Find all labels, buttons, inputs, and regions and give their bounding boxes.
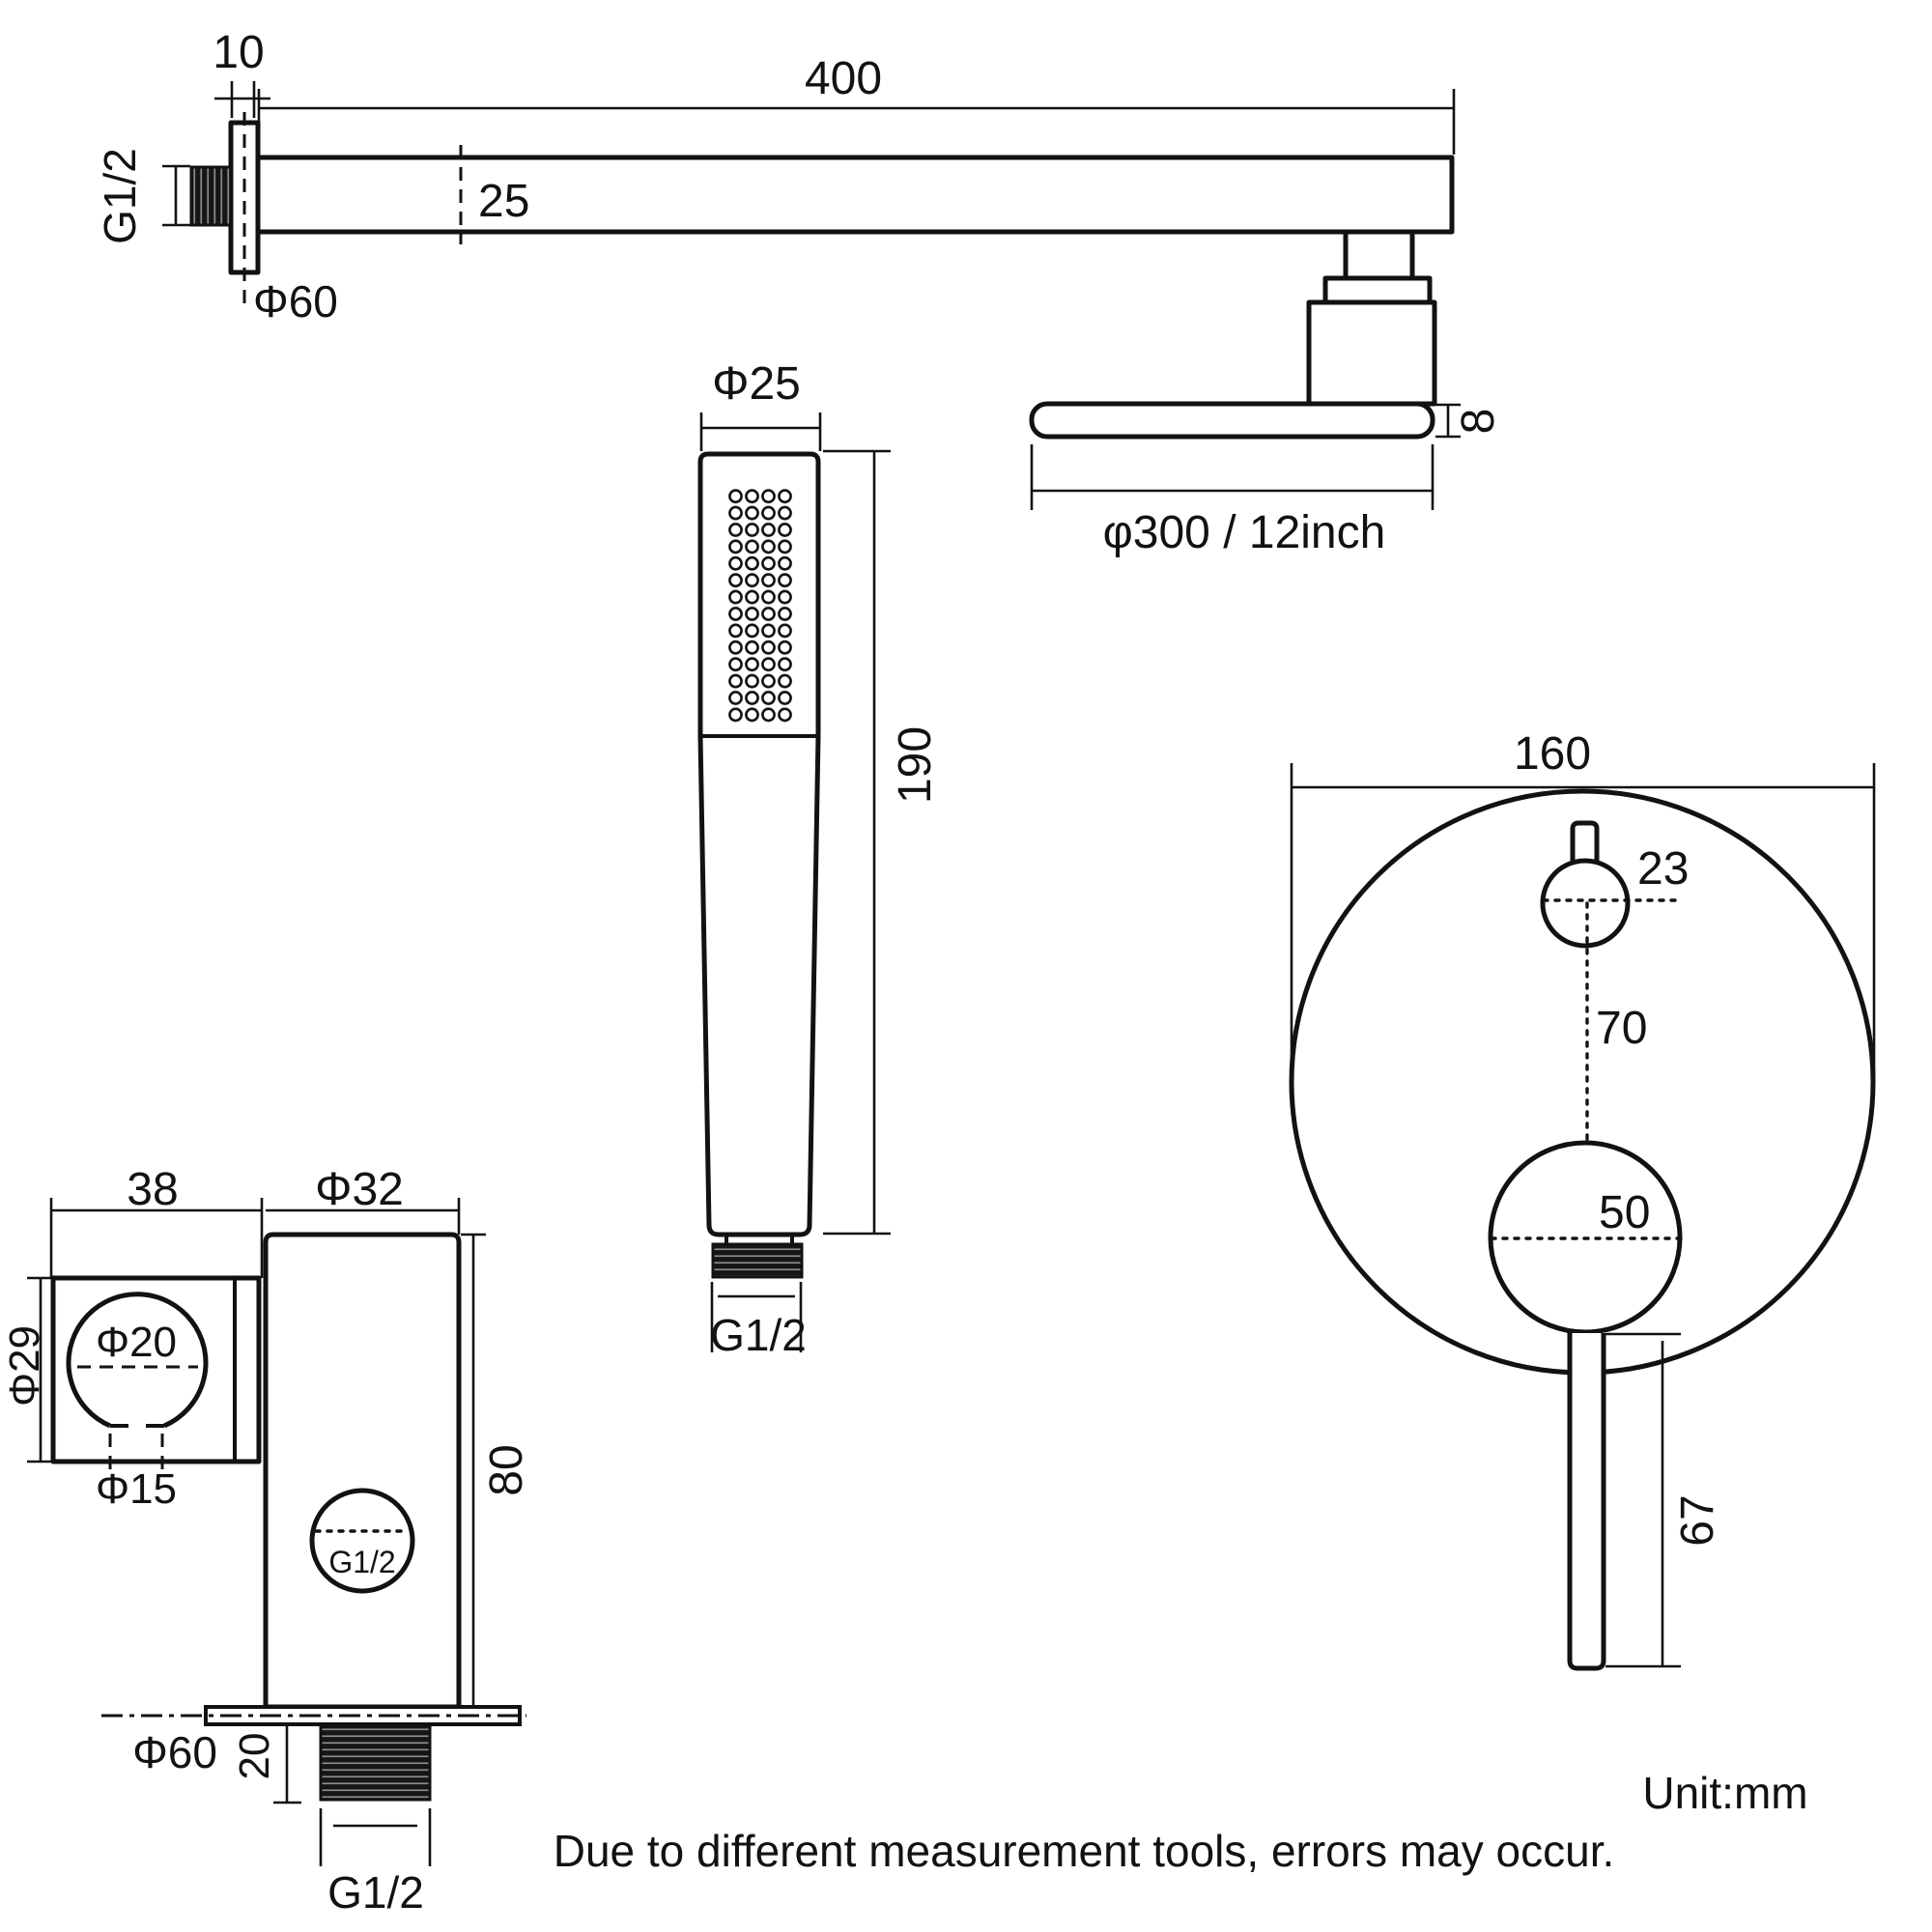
arm-length-label: 400 — [804, 53, 883, 104]
head-thickness-label: 8 — [1453, 408, 1504, 435]
hand-thread — [713, 1244, 802, 1277]
outlet-bracket-height-label: Φ29 — [1, 1324, 48, 1407]
head-disc — [1032, 404, 1433, 437]
valve-knob-stem — [1573, 823, 1597, 863]
head-neck — [1346, 232, 1412, 278]
outlet-gap-width-label: Φ15 — [95, 1465, 178, 1513]
shower-arm-view — [95, 27, 1454, 327]
shower-head-view — [1032, 232, 1504, 558]
arm-plate-thickness-label: 10 — [213, 27, 265, 78]
valve-lever — [1570, 1333, 1604, 1668]
valve-lever-length-label: 67 — [1672, 1494, 1723, 1547]
outlet-bottom-thread-label: G1/2 — [327, 1867, 424, 1918]
hand-shower-view — [700, 358, 941, 1360]
hand-length-label: 190 — [890, 725, 941, 805]
outlet-body — [266, 1235, 459, 1707]
disclaimer-note: Due to different measurement tools, errors may occur. — [553, 1826, 1615, 1876]
arm-tube — [258, 157, 1452, 232]
valve-diverter-knob — [1543, 861, 1628, 946]
head-ball-joint — [1309, 302, 1435, 404]
outlet-body-height-label: 80 — [481, 1444, 532, 1496]
mixer-valve-view — [1292, 728, 1874, 1668]
outlet-holder-diameter-label: Φ20 — [95, 1319, 178, 1366]
hand-thread-label: G1/2 — [710, 1310, 807, 1360]
valve-knob-diameter-label: 23 — [1637, 843, 1690, 895]
outlet-flange-diameter-label: Φ60 — [132, 1727, 217, 1777]
arm-thread-label: G1/2 — [95, 148, 145, 244]
outlet-thread-length-label: 20 — [231, 1732, 278, 1780]
outlet-inlet-thread-label: G1/2 — [328, 1545, 396, 1579]
valve-center-distance-label: 70 — [1596, 1003, 1648, 1054]
arm-flange-diameter-label: Φ60 — [253, 276, 338, 327]
valve-plate-diameter-label: 160 — [1513, 728, 1592, 780]
hand-diameter-label: Φ25 — [712, 358, 801, 410]
outlet-body-diameter-label: Φ32 — [315, 1164, 404, 1215]
outlet-holder-bracket — [53, 1278, 259, 1462]
footer-notes — [554, 1768, 1808, 1876]
outlet-bottom-thread — [321, 1724, 430, 1800]
head-diameter-label: φ300 / 12inch — [1102, 507, 1386, 558]
hand-shower-spray-face — [727, 488, 793, 724]
head-nut — [1325, 278, 1430, 302]
unit-note: Unit:mm — [1642, 1768, 1808, 1818]
arm-wall-thread — [191, 167, 231, 225]
valve-base-diameter-label: 50 — [1599, 1187, 1651, 1238]
outlet-bracket-width-label: 38 — [127, 1164, 179, 1215]
arm-width-label: 25 — [478, 176, 530, 227]
outlet-elbow-view — [1, 1164, 532, 1918]
